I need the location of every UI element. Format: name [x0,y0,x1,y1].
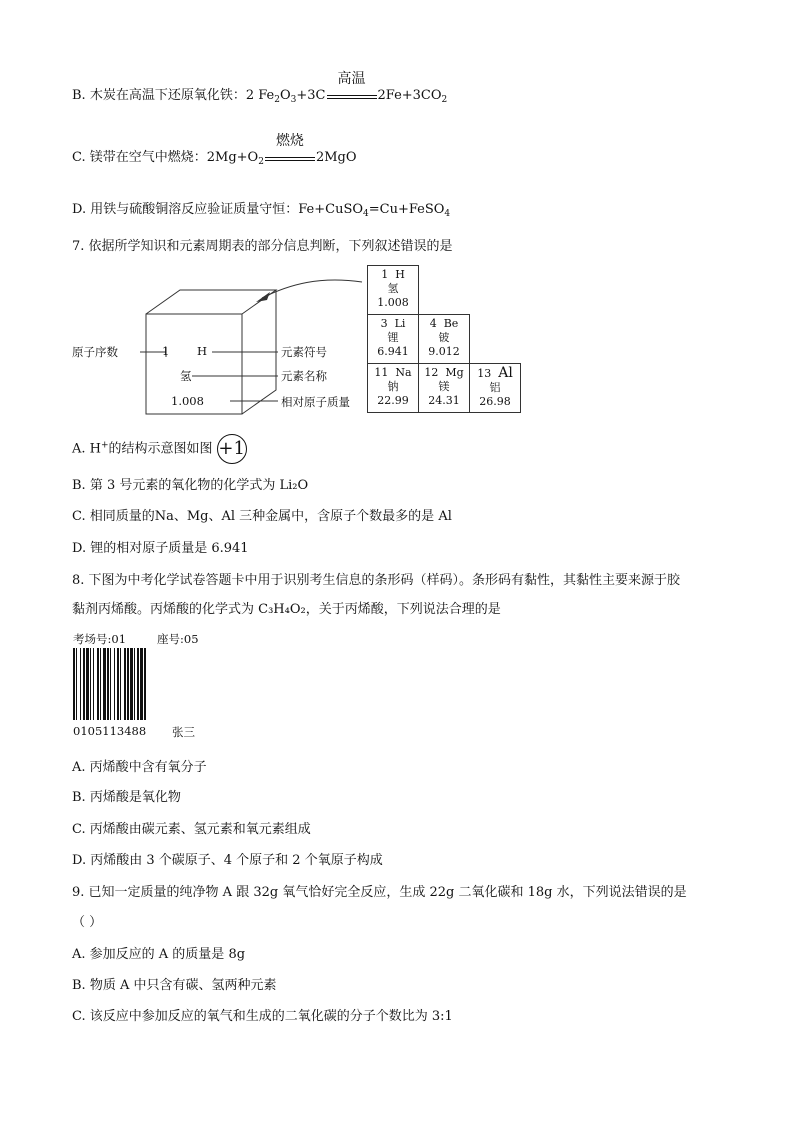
element-cell: 1 H 氢 1.008 [368,266,419,315]
q8-stem-line2: 黏剂丙烯酸。丙烯酸的化学式为 C₃H₄O₂，关于丙烯酸，下列说法合理的是 [72,602,501,617]
q7-option-b: B. 第 3 号元素的氧化物的化学式为 Li₂O [72,478,309,493]
barcode-bar [114,648,115,720]
barcode-bar [134,648,135,720]
barcode-bar [100,648,101,720]
barcode-bar [110,648,111,720]
q9-stem-line2: （ ） [72,915,103,930]
periodic-table [367,265,521,413]
barcode-image [73,648,205,720]
barcode-bar [124,648,126,720]
q8-option-a: A. 丙烯酸中含有氧分子 [72,760,207,775]
arrow-curve [262,280,362,298]
q8-stem-line1: 8. 下图为中考化学试卷答题卡中用于识别考生信息的条形码（样码）。条形码有黏性，其黏性主要来源于胶 [72,573,681,588]
barcode-bar [86,648,89,720]
cube-top [146,290,276,314]
barcode-bar [83,648,85,720]
barcode-bar [107,648,109,720]
barcode-bar [76,648,77,720]
element-cell: 13 Al 铝 26.98 [470,364,521,413]
barcode-bar [140,648,143,720]
element-cell: 12 Mg 镁 24.31 [419,364,470,413]
option-c: C. 镁带在空气中燃烧：$2Mg+O_2$ 燃烧 2MgO [72,133,357,167]
arrow-head [256,292,270,302]
barcode-bar [117,648,119,720]
q9-option-c: C. 该反应中参加反应的氧气和生成的二氧化碳的分子个数比为 3:1 [72,1009,453,1024]
barcode-bar [97,648,99,720]
q9-option-a: A. 参加反应的 A 的质量是 8g [72,947,246,962]
q8-option-c: C. 丙烯酸由碳元素、氢元素和氧元素组成 [72,822,311,837]
ion-structure-diagram: +1 [217,434,247,464]
q8-option-d: D. 丙烯酸由 3 个碳原子、4 个原子和 2 个氧原子构成 [72,853,383,868]
q7-option-a: A. H+的结构示意图如图 +1 [72,434,247,464]
reaction-condition: 燃烧 [265,150,315,161]
barcode-bar [144,648,146,720]
q7-option-c: C. 相同质量的Na、Mg、Al 三种金属中，含原子个数最多的是 Al [72,509,452,524]
element-cell: 4 Be 铍 9.012 [419,315,470,364]
equal-sign [265,157,315,161]
q9-stem-line1: 9. 已知一定质量的纯净物 A 跟 32g 氧气恰好完全反应，生成 22g 二氧化碳和 18g 水，下列说法错误的是 [72,885,687,900]
barcode-bar [80,648,81,720]
barcode-bar [73,648,75,720]
barcode-bar [103,648,106,720]
equal-sign [327,95,377,99]
element-cell: 3 Li 锂 6.941 [368,315,419,364]
q9-option-b: B. 物质 A 中只含有碳、氢两种元素 [72,978,277,993]
option-b: B. 木炭在高温下还原氧化铁：2 $Fe_2O_3+3C$ 高温 $2Fe+3CO_2$ [72,71,448,105]
barcode-bar [127,648,129,720]
q8-option-b: B. 丙烯酸是氧化物 [72,790,181,805]
barcode-bar [90,648,91,720]
q7-stem: 7. 依据所学知识和元素周期表的部分信息判断，下列叙述错误的是 [72,239,453,254]
reaction-condition: 高温 [327,88,377,99]
barcode-bar [93,648,94,720]
element-cell: 11 Na 钠 22.99 [368,364,419,413]
q7-option-d: D. 锂的相对原子质量是 6.941 [72,541,249,556]
barcode-bar [130,648,133,720]
option-d: D. 用铁与硫酸铜溶反应验证质量守恒：Fe+CuSO$_4$=Cu+FeSO$_4$ [72,202,451,219]
barcode-bar [137,648,139,720]
barcode-bar [120,648,121,720]
